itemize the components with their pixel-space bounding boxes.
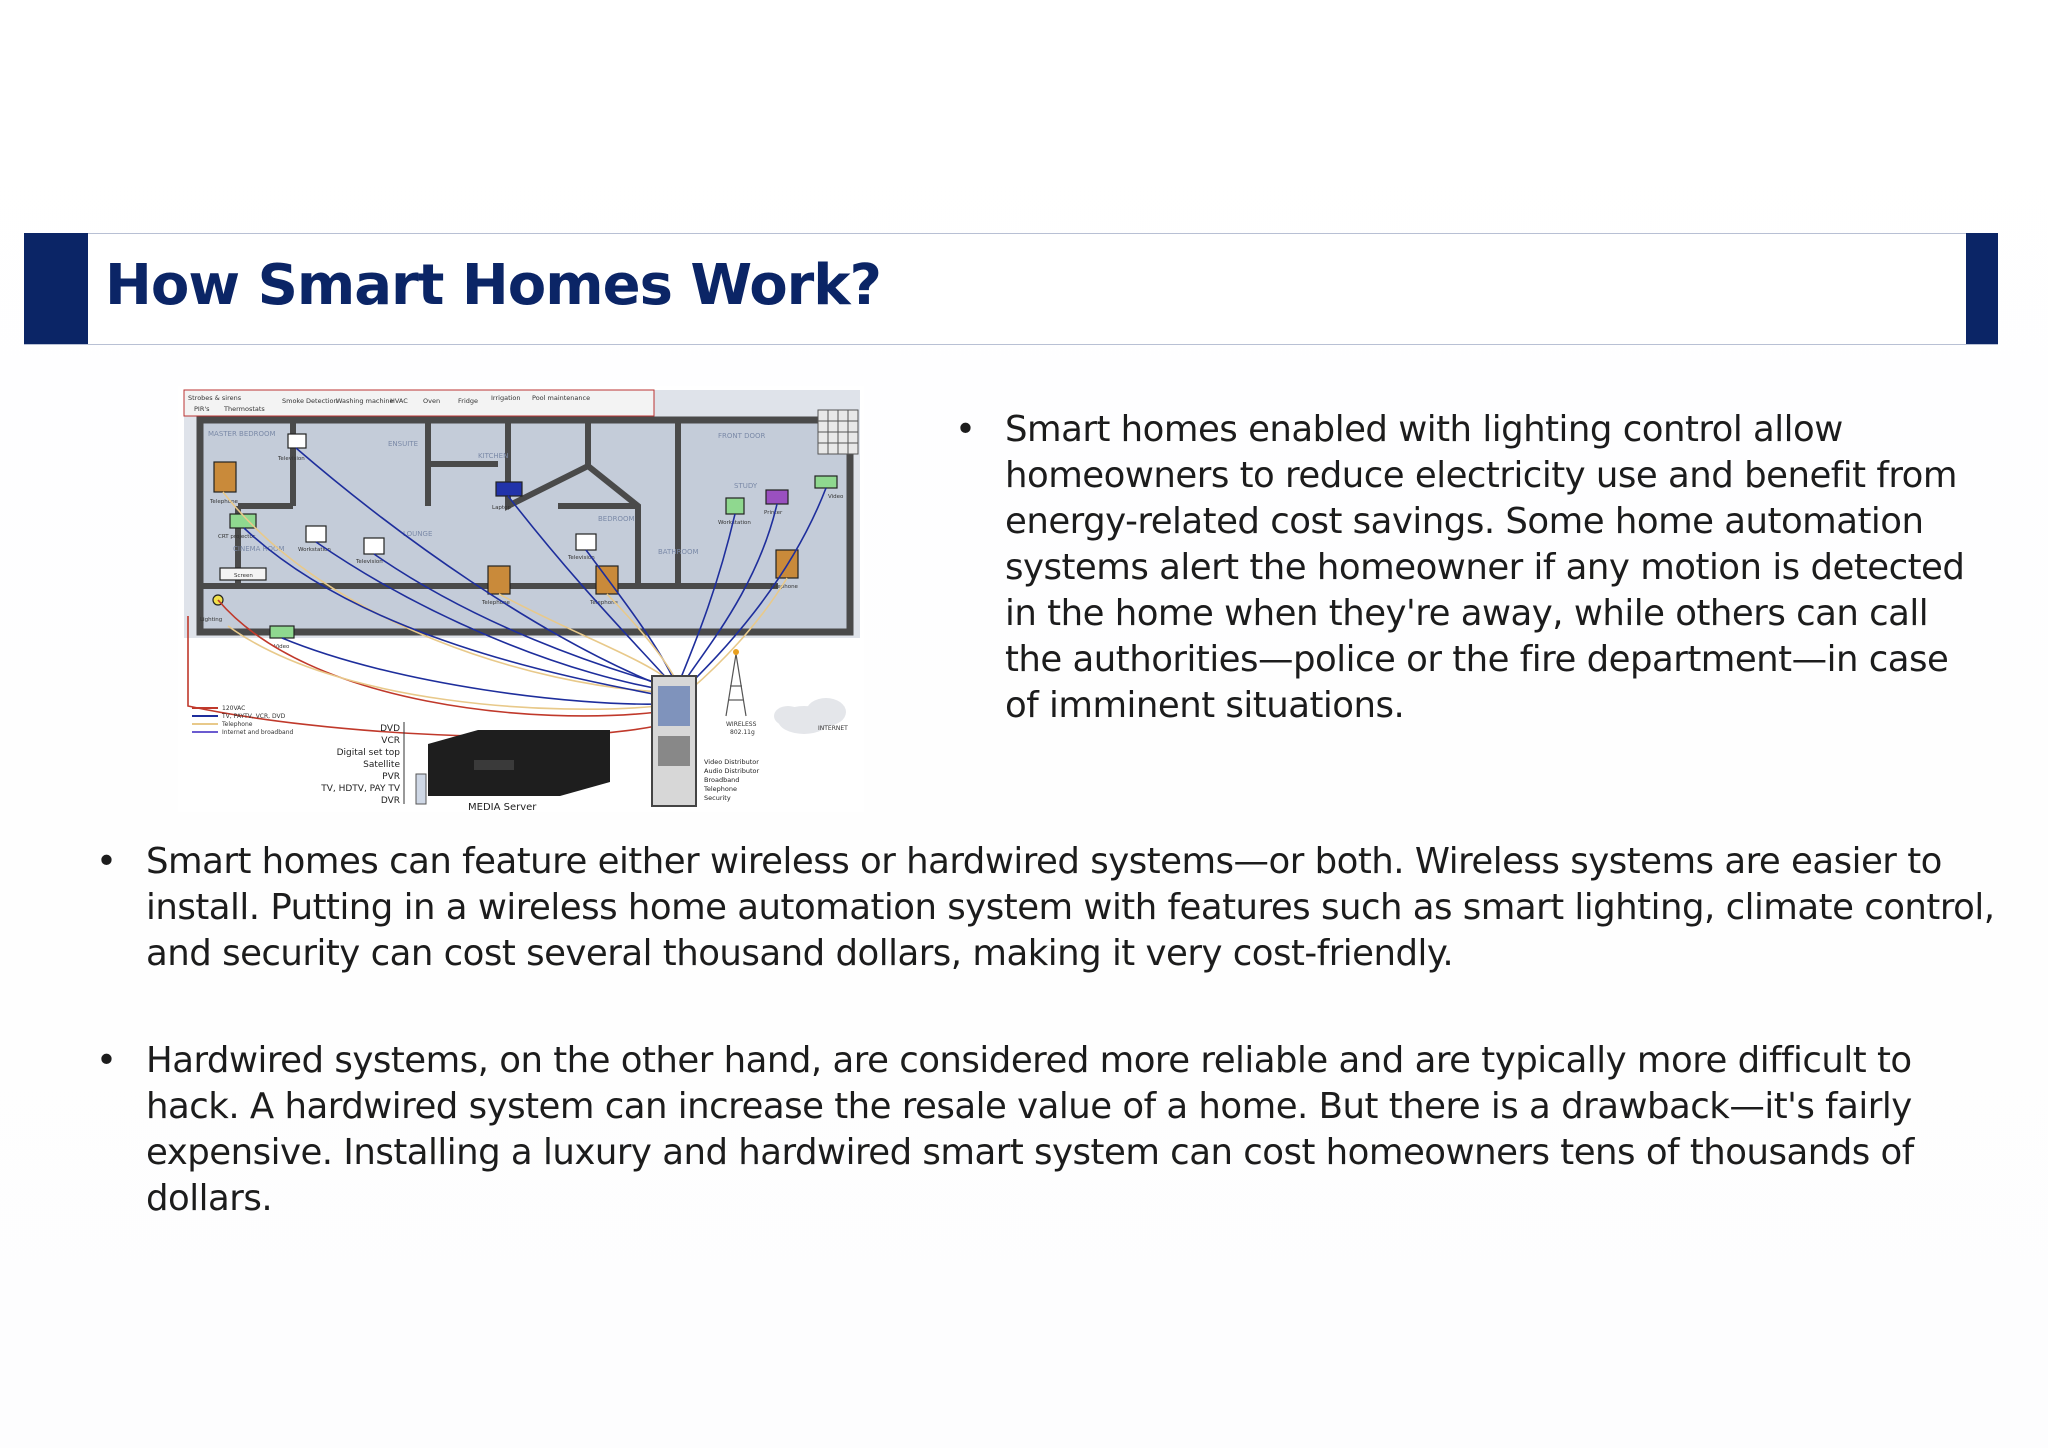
dev-workstation-2: Workstation (718, 520, 751, 526)
dev-video-2: Video (274, 644, 290, 650)
dev-workstation: Workstation (298, 547, 331, 553)
dev-lighting: Lighting (200, 617, 223, 623)
dev-screen: Screen (234, 573, 253, 579)
room-front-door: FRONT DOOR (718, 432, 766, 440)
room-bedroom: BEDROOM (598, 515, 635, 523)
wireless-standard: 802.11g (730, 729, 755, 736)
legend-internet: Internet and broadband (222, 729, 294, 736)
internet-label: INTERNET (818, 725, 848, 732)
label-strobes: Strobes & sirens (188, 394, 242, 402)
label-oven: Oven (423, 397, 441, 405)
label-pool: Pool maintenance (532, 394, 591, 402)
media-dvr: DVR (380, 796, 400, 806)
media-satellite: Satellite (363, 760, 400, 770)
dist-broadband: Broadband (704, 776, 740, 784)
bullet-text: Hardwired systems, on the other hand, are considered more reliable and are typically more difficult to hack. A hardwired system can increase the resale value of a home. But there is a drawback—it's fairly expensive. Installing a luxury and hardwired smart system can cost homeowners tens of thousands of dollars. (146, 1040, 1914, 1219)
media-paytv: TV, HDTV, PAY TV (321, 784, 400, 794)
bullet-lighting-control (955, 407, 1995, 729)
legend-tv: TV, PAYTV, VCR, DVD (222, 713, 286, 720)
room-ensuite: ENSUITE (388, 440, 418, 448)
dist-video: Video Distributor (704, 758, 759, 766)
bullet-dot: • (955, 409, 976, 450)
dev-television-3: Television (568, 555, 595, 561)
dist-security: Security (704, 794, 731, 802)
label-fridge: Fridge (458, 397, 478, 405)
room-bathroom: BATHROOM (658, 548, 699, 556)
room-kitchen: KITCHEN (478, 452, 509, 460)
label-washing: Washing machine (336, 397, 394, 405)
legend-power: 120VAC (222, 705, 246, 712)
room-master: MASTER BEDROOM (208, 430, 276, 438)
title-accent-left (24, 233, 88, 344)
bullet-wireless-systems (96, 839, 1996, 977)
label-pirs: PIR's (194, 405, 210, 413)
title-accent-right (1966, 233, 1998, 344)
legend-telephone: Telephone (222, 721, 253, 728)
bullet-hardwired-systems (96, 1038, 1996, 1222)
dev-telephone-4: Telephone (770, 584, 798, 590)
dist-audio: Audio Distributor (704, 767, 760, 775)
dev-video: Video (828, 494, 844, 500)
dev-television-2: Television (356, 559, 383, 565)
media-pvr: PVR (382, 772, 400, 782)
dev-printer: Printer (764, 510, 783, 516)
dist-telephone: Telephone (704, 785, 738, 793)
wireless-label: WIRELESS (726, 721, 757, 728)
bullet-text: Smart homes enabled with lighting control allow homeowners to reduce electricity use and benefit from energy-related cost savings. Some home automation systems alert the homeowner if any motion is detected in the home when they're away, while others can call the authorities—police or the fire department—in case of imminent situations. (1005, 409, 1965, 726)
dev-laptop: Laptop (492, 505, 511, 511)
dev-telephone: Telephone (210, 499, 238, 505)
media-server-label: MEDIA Server (468, 802, 537, 812)
dev-telephone-3: Telephone (590, 600, 618, 606)
label-irrigation: Irrigation (491, 394, 521, 402)
dev-crt-projector: CRT projector (218, 534, 256, 540)
bullet-text: Smart homes can feature either wireless or hardwired systems—or both. Wireless systems are easier to install. Putting in a wireless home automation system with features such as smart lighting, climate control, and security can cost several thousand dollars, making it very cost-friendly. (146, 841, 1995, 974)
label-smoke: Smoke Detection (282, 397, 338, 405)
bullet-dot: • (96, 841, 117, 882)
dev-television: Television (278, 456, 305, 462)
room-study: STUDY (734, 482, 758, 490)
label-hvac: HVAC (390, 397, 408, 405)
media-vcr: VCR (381, 736, 400, 746)
slide-title: How Smart Homes Work? (105, 253, 882, 318)
media-settop: Digital set top (336, 748, 400, 758)
room-cinema: CINEMA ROOM (233, 545, 285, 553)
smart-home-wiring-diagram (178, 386, 864, 812)
media-dvd: DVD (380, 724, 400, 734)
room-lounge: LOUNGE (403, 530, 433, 538)
dev-telephone-2: Telephone (482, 600, 510, 606)
bullet-dot: • (96, 1040, 117, 1081)
label-thermostats: Thermostats (224, 405, 265, 413)
